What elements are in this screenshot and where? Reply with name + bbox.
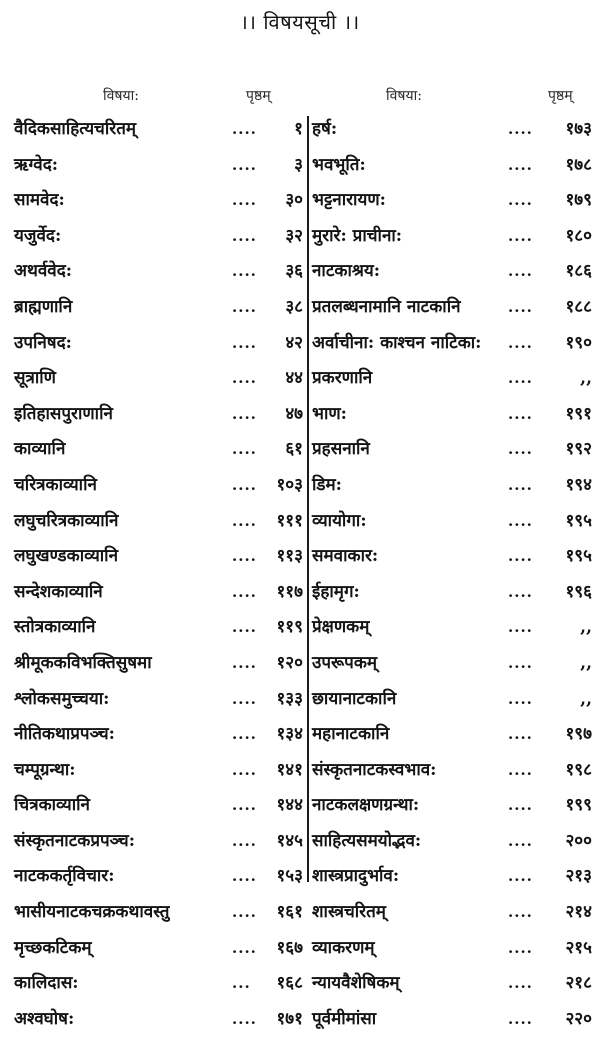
- toc-entry-subject: सामवेद:: [14, 190, 65, 211]
- toc-entry-subject: संस्कृतनाटकस्वभाव:: [312, 759, 437, 780]
- toc-entry-page-number: १९०: [565, 332, 592, 353]
- toc-entry-page-number: ,,: [580, 652, 592, 673]
- toc-entry-page-number: २००: [565, 830, 592, 851]
- toc-entry-subject: चरित्रकाव्यानि: [14, 474, 97, 495]
- toc-entry-page-number: १९९: [565, 795, 592, 816]
- toc-entry: [14, 397, 307, 433]
- toc-entry-subject: प्रेक्षणकम्: [312, 617, 370, 638]
- toc-entry-page-number: १४५: [276, 830, 303, 851]
- toc-entry-page-number: १९६: [565, 581, 592, 602]
- toc-entry-subject: साहित्यसमयोद्भव:: [312, 830, 422, 851]
- toc-entry-subject: चित्रकाव्यानि: [14, 795, 90, 816]
- toc-entry-page-number: ,,: [580, 617, 592, 638]
- toc-entry: [312, 1002, 592, 1037]
- toc-entry-leader-dots: ....: [232, 725, 257, 744]
- toc-entry-subject: भट्टनारायण:: [312, 190, 386, 211]
- toc-entry-page-number: १११: [276, 510, 303, 531]
- toc-entry: [14, 148, 307, 184]
- toc-entry: [14, 219, 307, 255]
- toc-entry-page-number: १९५: [565, 510, 592, 531]
- toc-entry-page-number: १६८: [276, 973, 303, 994]
- toc-entry-page-number: १४४: [276, 795, 303, 816]
- toc-entry-subject: अर्वाचीना: काश्चन नाटिका:: [312, 332, 482, 353]
- toc-entry-page-number: १३३: [276, 688, 303, 709]
- toc-entry: [312, 966, 592, 1002]
- toc-entry-page-number: १९७: [565, 724, 592, 745]
- toc-entry-page-number: १६७: [276, 937, 303, 958]
- toc-entry: [312, 824, 592, 860]
- toc-entry: [312, 326, 592, 362]
- toc-entry-leader-dots: ....: [508, 867, 533, 886]
- toc-entry-leader-dots: ....: [508, 974, 533, 993]
- toc-entry-page-number: १: [294, 119, 303, 139]
- toc-entry-leader-dots: ....: [508, 297, 533, 316]
- toc-entry-page-number: ४४: [285, 368, 303, 389]
- toc-entry-page-number: ३: [294, 154, 303, 175]
- toc-entry-leader-dots: ....: [232, 404, 257, 423]
- toc-entry: [312, 895, 592, 931]
- toc-entry-leader-dots: ....: [508, 369, 533, 388]
- toc-entry: [14, 361, 307, 397]
- toc-entry-subject: इतिहासपुराणानि: [14, 403, 113, 424]
- toc-entry-subject: लघुचरित्रकाव्यानि: [14, 510, 119, 531]
- toc-entry-page-number: १२०: [276, 652, 303, 673]
- toc-entry: [312, 183, 592, 219]
- toc-entry-page-number: ३२: [285, 225, 303, 246]
- toc-entry-subject: यजुर्वेद:: [14, 225, 62, 246]
- toc-entry-leader-dots: ....: [232, 831, 257, 850]
- toc-entry-subject: नीतिकथाप्रपञ्च:: [14, 724, 115, 745]
- toc-entry-subject: पूर्वमीमांसा: [312, 1008, 377, 1029]
- toc-entry-leader-dots: ....: [508, 511, 533, 530]
- toc-entry-leader-dots: ....: [232, 689, 257, 708]
- toc-entry: [312, 682, 592, 718]
- toc-entry-subject: प्रतलब्धनामानि नाटकानि: [312, 296, 461, 317]
- toc-entry-page-number: ६१: [285, 439, 303, 460]
- toc-entry-leader-dots: ....: [232, 120, 257, 138]
- toc-entry-page-number: ३८: [285, 296, 303, 317]
- toc-entry-subject: शास्त्रप्रादुर्भाव:: [312, 866, 400, 887]
- toc-entry-leader-dots: ....: [508, 903, 533, 922]
- toc-entry-leader-dots: ....: [232, 226, 257, 245]
- toc-entry: [14, 788, 307, 824]
- toc-entry: [312, 148, 592, 184]
- toc-entry-subject: प्रहसनानि: [312, 439, 370, 460]
- toc-entry-leader-dots: ....: [232, 938, 257, 957]
- toc-entry-leader-dots: ....: [508, 1009, 533, 1028]
- toc-entry-subject: महानाटकानि: [312, 724, 390, 745]
- toc-entry: [14, 183, 307, 219]
- toc-entry-leader-dots: ....: [508, 938, 533, 957]
- toc-entry-page-number: १६१: [276, 902, 303, 923]
- page-title: ।। विषयसूची ।।: [240, 10, 360, 34]
- toc-entry-leader-dots: ....: [508, 653, 533, 672]
- toc-entry-leader-dots: ....: [508, 689, 533, 708]
- toc-entry-page-number: २१४: [565, 902, 592, 923]
- toc-entry: [312, 575, 592, 611]
- toc-entry: [312, 753, 592, 789]
- right-toc-column: [312, 112, 592, 1037]
- toc-entry-subject: चम्पूग्रन्था:: [14, 759, 76, 780]
- toc-entry-leader-dots: ....: [508, 155, 533, 174]
- toc-entry-page-number: १७८: [565, 154, 592, 175]
- toc-entry-subject: कालिदास:: [14, 973, 79, 994]
- toc-entry-subject: काव्यानि: [14, 439, 66, 460]
- toc-entry-leader-dots: ....: [508, 760, 533, 779]
- toc-entry-page-number: २१८: [565, 973, 592, 994]
- toc-entry: [14, 646, 307, 682]
- left-subject-header: विषया:: [103, 88, 139, 104]
- toc-entry-subject: ब्राह्मणानि: [14, 296, 73, 317]
- toc-entry-leader-dots: ....: [232, 1009, 257, 1028]
- toc-entry-subject: सन्देशकाव्यानि: [14, 581, 103, 602]
- toc-entry-leader-dots: ....: [508, 475, 533, 494]
- toc-entry-subject: लघुखण्डकाव्यानि: [14, 546, 119, 567]
- toc-entry-page-number: १५३: [276, 866, 303, 887]
- toc-entry-leader-dots: ....: [232, 369, 257, 388]
- toc-entry-subject: समवाकार:: [312, 546, 379, 567]
- toc-entry: [312, 504, 592, 540]
- toc-entry-page-number: २२०: [565, 1008, 592, 1029]
- toc-entry: [14, 824, 307, 860]
- toc-entry-leader-dots: ....: [232, 440, 257, 459]
- toc-entry-subject: स्तोत्रकाव्यानि: [14, 617, 96, 638]
- toc-entry-subject: भाण:: [312, 403, 347, 424]
- toc-entry-subject: भासीयनाटकचक्रकथावस्तु: [14, 902, 170, 923]
- toc-entry-subject: छायानाटकानि: [312, 688, 397, 709]
- toc-entry-subject: नाटककर्तृविचार:: [14, 866, 115, 887]
- toc-entry-subject: ऋग्वेद:: [14, 154, 59, 175]
- toc-entry-leader-dots: ....: [232, 903, 257, 922]
- toc-entry: [14, 539, 307, 575]
- toc-entry: [14, 610, 307, 646]
- toc-entry-subject: श्रीमूककविभक्तिसुषमा: [14, 652, 152, 673]
- left-page-header: पृष्ठम्: [246, 88, 271, 104]
- toc-entry-leader-dots: ....: [508, 262, 533, 281]
- toc-entry-page-number: १८६: [565, 261, 592, 282]
- toc-entry-subject: वैदिकसाहित्यचरितम्: [14, 119, 137, 139]
- toc-entry-leader-dots: ....: [232, 511, 257, 530]
- toc-entry-leader-dots: ....: [232, 191, 257, 210]
- toc-entry: [312, 646, 592, 682]
- toc-entry-subject: शास्त्रचरितम्: [312, 902, 386, 923]
- toc-entry-page-number: २१५: [565, 937, 592, 958]
- toc-entry-page-number: ,,: [580, 688, 592, 709]
- toc-entry-subject: संस्कृतनाटकप्रपञ्च:: [14, 830, 135, 851]
- toc-entry: [14, 1002, 307, 1037]
- toc-entry: [14, 575, 307, 611]
- toc-entry: [312, 610, 592, 646]
- toc-entry-leader-dots: ....: [508, 582, 533, 601]
- left-toc-column: [14, 112, 307, 1037]
- toc-entry-page-number: ४२: [285, 332, 303, 353]
- toc-entry: [312, 219, 592, 255]
- toc-entry: [14, 682, 307, 718]
- toc-entry-subject: अश्वघोष:: [14, 1008, 75, 1029]
- toc-entry-page-number: ,,: [580, 368, 592, 389]
- toc-entry-leader-dots: ....: [232, 297, 257, 316]
- toc-entry-page-number: १७९: [565, 190, 592, 211]
- toc-entry-leader-dots: ....: [508, 120, 533, 138]
- toc-entry-page-number: ११७: [276, 581, 303, 602]
- toc-entry: [14, 717, 307, 753]
- toc-entry-leader-dots: ....: [508, 191, 533, 210]
- toc-entry-leader-dots: ....: [508, 226, 533, 245]
- toc-entry-subject: डिम:: [312, 474, 342, 495]
- toc-entry-leader-dots: ....: [508, 831, 533, 850]
- toc-entry-subject: नाटकलक्षणग्रन्था:: [312, 795, 420, 816]
- toc-entry: [14, 895, 307, 931]
- toc-entry-leader-dots: ....: [508, 333, 533, 352]
- toc-entry-page-number: १९८: [565, 759, 592, 780]
- toc-entry-leader-dots: ....: [232, 618, 257, 637]
- toc-entry-page-number: ४७: [285, 403, 303, 424]
- toc-entry: [14, 859, 307, 895]
- toc-entry-leader-dots: ....: [508, 725, 533, 744]
- toc-entry-leader-dots: ....: [508, 547, 533, 566]
- toc-entry-page-number: १९५: [565, 546, 592, 567]
- toc-entry: [14, 254, 307, 290]
- toc-entry: [14, 326, 307, 362]
- toc-entry-subject: सूत्राणि: [14, 368, 56, 389]
- toc-entry-page-number: २१३: [565, 866, 592, 887]
- toc-entry-subject: व्यायोगा:: [312, 510, 367, 531]
- toc-entry: [14, 290, 307, 326]
- toc-entry-subject: मृच्छकटिकम्: [14, 937, 92, 958]
- toc-entry-subject: ईहामृग:: [312, 581, 360, 602]
- toc-entry: [14, 504, 307, 540]
- right-page-header: पृष्ठम्: [548, 88, 573, 104]
- toc-entry: [312, 290, 592, 326]
- toc-entry-subject: प्रकरणानि: [312, 368, 373, 389]
- toc-entry-page-number: १९२: [565, 439, 592, 460]
- toc-entry-page-number: १९४: [565, 474, 592, 495]
- toc-entry: [312, 859, 592, 895]
- toc-entry: [14, 112, 307, 148]
- toc-entry-leader-dots: ....: [232, 760, 257, 779]
- toc-entry: [312, 112, 592, 148]
- toc-entry-subject: मुरारे: प्राचीना:: [312, 225, 403, 246]
- toc-entry-page-number: ३०: [285, 190, 303, 211]
- column-divider: [307, 116, 309, 882]
- toc-entry: [14, 468, 307, 504]
- toc-entry: [14, 432, 307, 468]
- toc-entry-subject: श्लोकसमुच्चया:: [14, 688, 110, 709]
- toc-entry-page-number: ११९: [276, 617, 303, 638]
- toc-entry-leader-dots: ....: [232, 653, 257, 672]
- toc-entry-page-number: १७३: [565, 119, 592, 139]
- toc-entry-leader-dots: ....: [508, 618, 533, 637]
- toc-entry: [312, 539, 592, 575]
- toc-entry: [312, 432, 592, 468]
- toc-entry-page-number: ३६: [285, 261, 303, 282]
- toc-entry-leader-dots: ....: [232, 155, 257, 174]
- toc-entry-leader-dots: ....: [508, 404, 533, 423]
- toc-entry: [14, 931, 307, 967]
- toc-entry-leader-dots: ....: [232, 867, 257, 886]
- toc-entry-subject: हर्ष:: [312, 119, 338, 139]
- toc-entry-leader-dots: ....: [232, 547, 257, 566]
- toc-entry: [312, 468, 592, 504]
- toc-entry-leader-dots: ....: [508, 796, 533, 815]
- toc-entry-page-number: ११३: [276, 546, 303, 567]
- toc-entry-page-number: १०३: [276, 474, 303, 495]
- toc-entry-leader-dots: ....: [232, 262, 257, 281]
- toc-entry-subject: भवभूति:: [312, 154, 366, 175]
- toc-entry-subject: नाटकाश्रय:: [312, 261, 381, 282]
- toc-entry-page-number: १९१: [565, 403, 592, 424]
- toc-entry-page-number: १४१: [276, 759, 303, 780]
- toc-entry-subject: न्यायवैशेषिकम्: [312, 973, 400, 994]
- toc-entry-leader-dots: ....: [232, 475, 257, 494]
- toc-entry-leader-dots: ....: [508, 440, 533, 459]
- toc-entry-leader-dots: ....: [232, 582, 257, 601]
- right-subject-header: विषया:: [386, 88, 422, 104]
- toc-entry: [14, 966, 307, 1002]
- toc-entry-subject: अथर्ववेद:: [14, 261, 73, 282]
- toc-entry: [312, 931, 592, 967]
- toc-entry-subject: उपनिषद:: [14, 332, 72, 353]
- toc-entry-leader-dots: ....: [232, 333, 257, 352]
- toc-entry-leader-dots: ....: [232, 796, 257, 815]
- toc-entry-subject: व्याकरणम्: [312, 937, 375, 958]
- toc-entry: [14, 753, 307, 789]
- toc-entry: [312, 254, 592, 290]
- toc-entry: [312, 397, 592, 433]
- toc-entry: [312, 717, 592, 753]
- toc-entry-page-number: १८०: [565, 225, 592, 246]
- toc-entry-page-number: १३४: [276, 724, 303, 745]
- toc-entry: [312, 361, 592, 397]
- toc-entry-page-number: १८८: [565, 296, 592, 317]
- toc-entry-leader-dots: ...: [232, 974, 251, 993]
- toc-entry: [312, 788, 592, 824]
- toc-entry-page-number: १७१: [276, 1008, 303, 1029]
- toc-entry-subject: उपरूपकम्: [312, 652, 378, 673]
